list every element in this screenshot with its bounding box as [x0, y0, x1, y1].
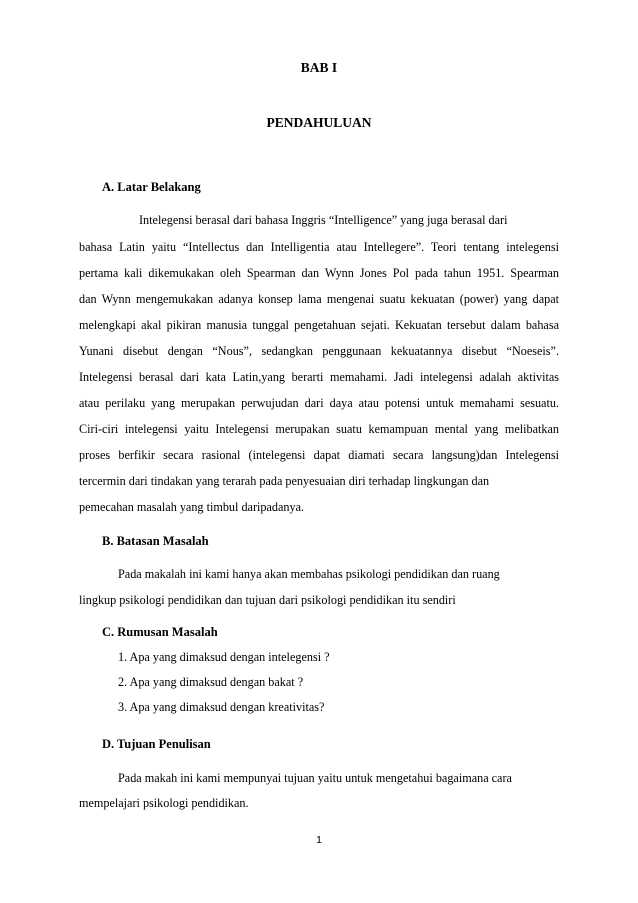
section-a-line-12: pemecahan masalah yang timbul daripadanya.: [79, 500, 305, 514]
chapter-number: BAB I: [300, 60, 338, 75]
section-a-line-8: atau perilaku yang merupakan perwujudan dari daya atau potensi untuk memahami sesuatu.: [79, 396, 559, 410]
section-a-heading: A. Latar Belakang: [102, 180, 201, 194]
section-a-line-10: proses berfikir secara rasional (intelegensi dapat diamati secara langsung)dan Intelegensi: [79, 448, 559, 462]
section-c-item-1: 1. Apa yang dimaksud dengan intelegensi ?: [118, 650, 330, 664]
section-a-line-2: bahasa Latin yaitu “Intellectus dan Intelligentia atau Intellegere”. Teori tentang intelegensi: [79, 240, 559, 254]
section-a-line-11: tercermin dari tindakan yang terarah pada penyesuaian diri terhadap lingkungan dan: [79, 474, 490, 488]
chapter-title: PENDAHULUAN: [266, 115, 372, 130]
section-b-line-2: lingkup psikologi pendidikan dan tujuan dari psikologi pendidikan itu sendiri: [79, 593, 456, 607]
section-b-heading: B. Batasan Masalah: [102, 534, 209, 548]
section-c-item-2: 2. Apa yang dimaksud dengan bakat ?: [118, 675, 304, 689]
section-a-line-4: dan Wynn mengemukakan adanya konsep lama mengenai suatu kekuatan (power) yang dapat: [79, 292, 559, 306]
section-c-item-3: 3. Apa yang dimaksud dengan kreativitas?: [118, 700, 325, 714]
section-a-line-9: Ciri-ciri intelegensi yaitu Intelegensi merupakan suatu kemampuan mental yang melibatkan: [79, 422, 559, 436]
section-a-line-5: melengkapi akal pikiran manusia tunggal pengetahuan sejati. Kekuatan tersebut dalam bahasa: [79, 318, 559, 332]
page-number: 1: [316, 834, 322, 846]
section-d-line-1: Pada makah ini kami mempunyai tujuan yaitu untuk mengetahui bagaimana cara: [118, 771, 512, 785]
section-a-line-3: pertama kali dikemukakan oleh Spearman dan Wynn Jones Pol pada tahun 1951. Spearman: [79, 266, 559, 280]
section-c-heading: C. Rumusan Masalah: [102, 625, 218, 639]
section-b-line-1: Pada makalah ini kami hanya akan membahas psikologi pendidikan dan ruang: [118, 567, 500, 581]
section-a-line-7: Intelegensi berasal dari kata Latin,yang berarti memahami. Jadi intelegensi adalah aktivitas: [79, 370, 559, 384]
section-d-heading: D. Tujuan Penulisan: [102, 737, 211, 751]
section-a-line-6: Yunani disebut dengan “Nous”, sedangkan penggunaan kekuatannya disebut “Noeseis”.: [79, 344, 559, 358]
section-d-line-2: mempelajari psikologi pendidikan.: [79, 796, 249, 810]
section-a-line-1: Intelegensi berasal dari bahasa Inggris “Intelligence” yang juga berasal dari: [139, 213, 508, 227]
